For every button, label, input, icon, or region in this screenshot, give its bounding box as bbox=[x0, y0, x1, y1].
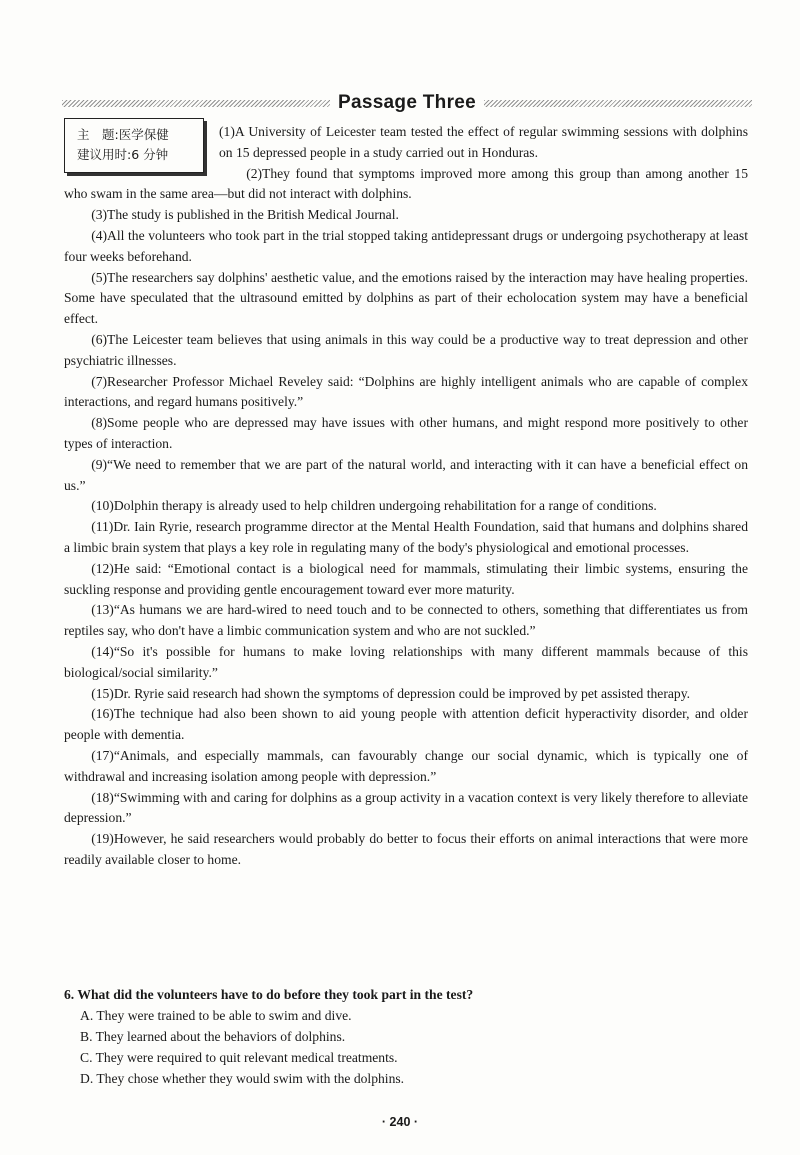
paragraph: (9)“We need to remember that we are part of the natural world, and interacting with it can have a beneficial effect on us.” bbox=[64, 456, 748, 493]
paragraph: (2)They found that symptoms improved more among this group than among another 15 who swam in the same area—but did not interact with dolphins. bbox=[64, 165, 748, 202]
paragraph: (5)The researchers say dolphins' aesthetic value, and the emotions raised by the interaction may have healing properties. Some have speculated that the ultrasound emitted by dolphins as part of their echolocation system may have a beneficial effect. bbox=[64, 269, 748, 327]
paragraph: (16)The technique had also been shown to aid young people with attention deficit hyperactivity disorder, and older people with dementia. bbox=[64, 706, 748, 743]
paragraph: (17)“Animals, and especially mammals, can favourably change our social dynamic, which is typically one of withdrawal and increasing isolation among people with depression.” bbox=[64, 747, 748, 784]
paragraph: (18)“Swimming with and caring for dolphins as a group activity in a vacation context is very likely therefore to alleviate depression.” bbox=[64, 789, 748, 826]
header-rule-left bbox=[62, 100, 330, 107]
question-stem: 6. What did the volunteers have to do before they took part in the test? bbox=[64, 987, 474, 1002]
topic-value: 医学保健 bbox=[118, 127, 169, 142]
header-rule-right bbox=[484, 100, 752, 107]
paragraph: (4)All the volunteers who took part in the trial stopped taking antidepressant drugs or undergoing psychotherapy at least four weeks beforehand. bbox=[64, 227, 748, 264]
option-c: C. They were required to quit relevant medical treatments. bbox=[80, 1050, 398, 1065]
topic-label: 主 题: bbox=[77, 127, 119, 142]
option-b: B. They learned about the behaviors of dolphins. bbox=[80, 1029, 346, 1044]
time-value: 6 分钟 bbox=[131, 147, 169, 162]
option-a: A. They were trained to be able to swim and dive. bbox=[80, 1008, 352, 1023]
paragraph: (6)The Leicester team believes that using animals in this way could be a productive way to treat depression and other psychiatric illnesses. bbox=[64, 331, 748, 368]
paragraph: (10)Dolphin therapy is already used to help children undergoing rehabilitation for a range of conditions. bbox=[91, 498, 657, 514]
paragraph: (1)A University of Leicester team tested the effect of regular swimming sessions with dolphins on 15 depressed people in a study carried out in Honduras. bbox=[219, 124, 748, 160]
passage-header bbox=[62, 90, 752, 116]
paragraph: (12)He said: “Emotional contact is a biological need for mammals, stimulating their limbic systems, ensuring the suckling response and providing gentle encouragement toward ever more maturity. bbox=[64, 560, 748, 597]
paragraph: (14)“So it's possible for humans to make loving relationships with many different mammals because of this biological/social similarity.” bbox=[64, 643, 748, 680]
paragraph: (11)Dr. Iain Ryrie, research programme director at the Mental Health Foundation, said that humans and dolphins shared a limbic brain system that plays a key role in regulating many of the body's physiological and emotional processes. bbox=[64, 519, 748, 555]
page-number: · 240 · bbox=[381, 1115, 419, 1129]
paragraph: (19)However, he said researchers would probably do better to focus their efforts on animal interactions that were more readily available closer to home. bbox=[64, 831, 748, 867]
paragraph: (8)Some people who are depressed may have issues with other humans, and might respond more positively to other types of interaction. bbox=[64, 415, 748, 451]
option-d: D. They chose whether they would swim with the dolphins. bbox=[80, 1071, 405, 1086]
passage-body bbox=[64, 122, 748, 871]
paragraph: (13)“As humans we are hard-wired to need touch and to be connected to others, something that differentiates us from reptiles say, who don't have a limbic communication system and who are not suckled.” bbox=[64, 602, 748, 639]
paragraph: (15)Dr. Ryrie said research had shown the symptoms of depression could be improved by pet assisted therapy. bbox=[91, 685, 691, 701]
paragraph: (3)The study is published in the British Medical Journal. bbox=[91, 207, 399, 223]
paragraph: (7)Researcher Professor Michael Reveley said: “Dolphins are highly intelligent animals who are capable of complex interactions, and regard humans positively.” bbox=[64, 373, 748, 410]
passage-title: Passage Three bbox=[337, 92, 477, 113]
question-block bbox=[64, 984, 748, 1089]
time-label: 建议用时: bbox=[77, 147, 132, 162]
